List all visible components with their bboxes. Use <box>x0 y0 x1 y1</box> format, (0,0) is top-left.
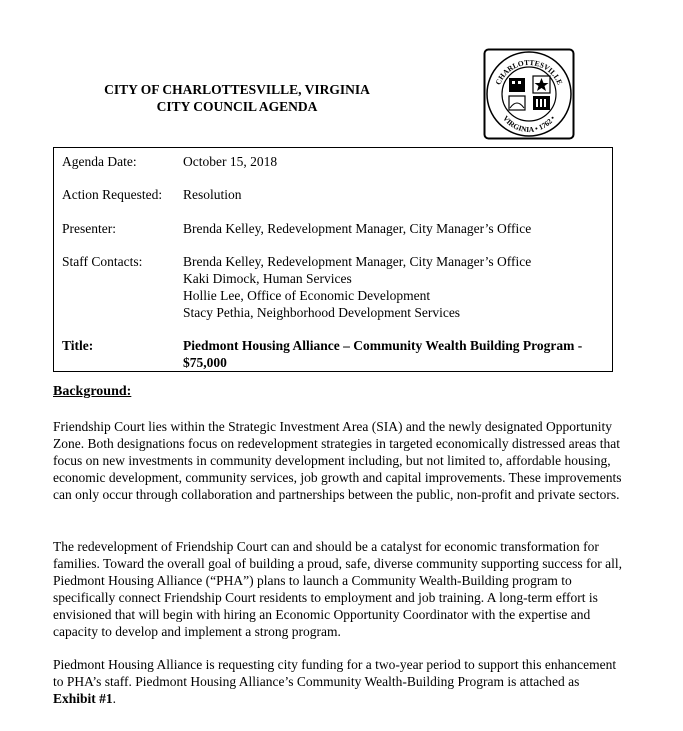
agenda-date-value: October 15, 2018 <box>183 154 278 169</box>
action-requested-label: Action Requested: <box>62 187 163 202</box>
action-requested-value: Resolution <box>183 187 242 202</box>
agenda-info-table <box>53 147 613 372</box>
agenda-date-label: Agenda Date: <box>62 154 137 169</box>
staff-contact: Stacy Pethia, Neighborhood Development Services <box>183 305 461 320</box>
svg-text:CHARLOTTESVILLE: CHARLOTTESVILLE <box>493 57 565 87</box>
presenter-value: Brenda Kelley, Redevelopment Manager, City Manager’s Office <box>183 221 532 236</box>
exhibit-reference: Exhibit #1 <box>53 691 113 706</box>
presenter-label: Presenter: <box>62 221 116 236</box>
background-paragraph-3 <box>53 656 623 707</box>
svg-text:VIRGINIA • 1762 •: VIRGINIA • 1762 • <box>501 113 557 135</box>
header-agenda: CITY COUNCIL AGENDA <box>156 99 318 114</box>
paragraph-3-end: . <box>112 691 117 706</box>
title-label: Title: <box>62 338 94 353</box>
staff-contact: Kaki Dimock, Human Services <box>183 271 352 286</box>
staff-contacts-list <box>183 253 603 321</box>
header-city: CITY OF CHARLOTTESVILLE, VIRGINIA <box>104 82 370 97</box>
paragraph-3-text: Piedmont Housing Alliance is requesting city funding for a two-year period to support this enhancement to PHA’s staff. Piedmont Housing Alliance’s Community Wealth-Building Program is attached as <box>53 657 617 689</box>
title-line-2: $75,000 <box>183 355 227 370</box>
background-paragraph-2: The redevelopment of Friendship Court can and should be a catalyst for economic transformation for families. Toward the overall goal of building a proud, safe, diverse community supporting success for all, Piedmont Housing Alliance (“PHA”) plans to launch a Community Wealth-Building program to specifically connect Friendship Court residents to employment and job training. A long-term effort is envisioned that will begin with hiring an Economic Opportunity Coordinator with the expertise and capacity to develop and implement a strong program. <box>53 539 623 639</box>
title-line-1: Piedmont Housing Alliance – Community Wealth Building Program - <box>183 338 583 353</box>
title-value <box>183 337 608 371</box>
background-heading: Background: <box>53 384 132 399</box>
staff-contact: Hollie Lee, Office of Economic Development <box>183 288 431 303</box>
staff-contacts-label: Staff Contacts: <box>62 254 143 269</box>
background-paragraph-1: Friendship Court lies within the Strategic Investment Area (SIA) and the newly designated Opportunity Zone. Both designations focus on redevelopment strategies in targeted economically distressed areas that focus on new investments in community development including, but not limited to, affordable housing, economic development, community services, job growth and capital improvements. These improvements can only occur through collaboration and partnerships between the public, non-profit and private sectors. <box>53 419 622 502</box>
document-header <box>0 81 474 115</box>
city-seal-logo <box>483 48 575 140</box>
staff-contact: Brenda Kelley, Redevelopment Manager, City Manager’s Office <box>183 254 532 269</box>
